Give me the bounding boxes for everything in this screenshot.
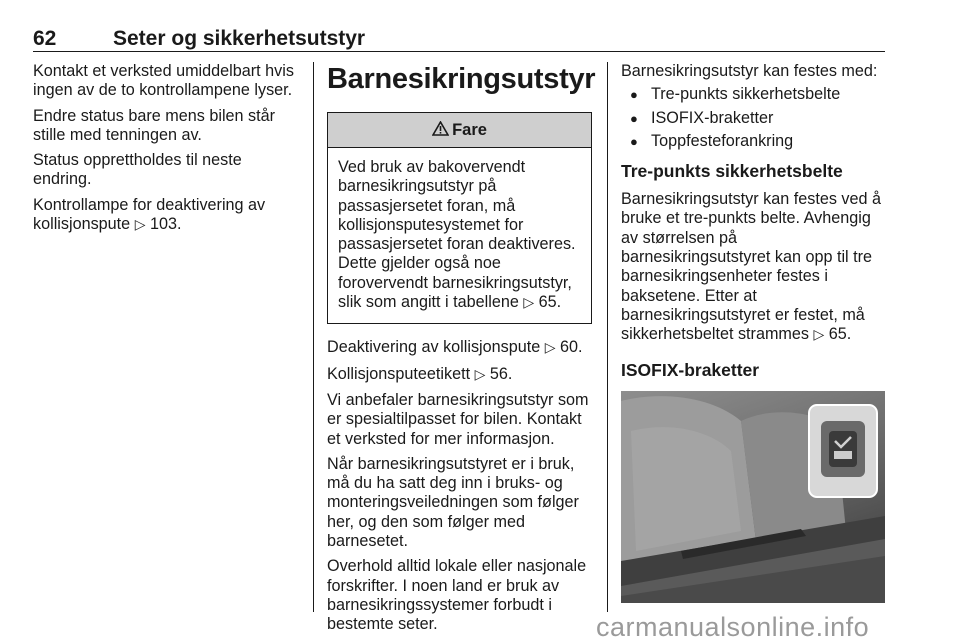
isofix-photo <box>621 391 885 603</box>
chapter-title: Seter og sikkerhetsutstyr <box>113 27 366 50</box>
warning-header <box>328 113 591 148</box>
paragraph-text: Barnesikringsutstyr kan festes ved å bruke et tre-punkts belte. Avhengig av størrelsen på barnesikringsutstyret kan opp til tre barnesikringsenheter festes i baksetene. Etter at barnesikringsutstyret er festet, må sikkerhetsbeltet strammes <box>621 190 882 344</box>
arrow-reference-icon: ▷ <box>544 340 556 357</box>
paragraph: Barnesikringsutstyr kan festes med: <box>621 62 878 80</box>
paragraph: Status opprettholdes til neste endring. <box>33 151 242 189</box>
subsection-heading: ISOFIX-braketter <box>621 359 760 380</box>
list-item: ● ISOFIX-braketter <box>621 109 887 128</box>
warning-box <box>327 112 592 324</box>
paragraph <box>621 190 887 345</box>
paragraph <box>327 365 592 385</box>
paragraph: Når barnesikringsutstyret er i bruk, må du ha satt deg inn i bruks- og monteringsveiledningen som følger her, og den som følger med barnesetet. <box>327 454 579 551</box>
left-column <box>33 62 298 241</box>
list-item: ● Tre-punkts sikkerhetsbelte <box>621 85 887 104</box>
seat-illustration <box>621 391 885 603</box>
column-divider <box>313 62 314 612</box>
paragraph: Kontakt et verksted umiddelbart hvis ingen av de to kontrollampene lyser. <box>33 62 294 100</box>
right-column <box>621 62 887 603</box>
paragraph: Overhold alltid lokale eller nasjonale forskrifter. I noen land er bruk av barnesikringssystemer forbudt i bestemte seter. <box>327 557 587 634</box>
paragraph-text: Kollisjonsputeetikett <box>327 364 475 383</box>
warning-body <box>328 148 591 323</box>
warning-title: Fare <box>452 121 487 139</box>
watermark: carmanualsonline.info <box>596 612 870 642</box>
warning-text: Ved bruk av bakovervendt barnesikringsutstyr på passasjersetet foran, må kollisjonsputesystemet for passasjersetet foran deaktiveres. Dette gjelder også noe forovervendt barnesikringsutstyr, slik som angitt i tabellene <box>338 158 576 312</box>
paragraph <box>33 196 298 236</box>
paragraph-text: Kontrollampe for deaktivering av kollisjonspute <box>33 195 266 234</box>
list-item: ● Toppfesteforankring <box>621 132 887 151</box>
page-reference[interactable]: 56. <box>489 364 513 383</box>
bullet-list <box>621 85 887 151</box>
paragraph: Vi anbefaler barnesikringsutstyr som er spesialtilpasset for bilen. Kontakt et verksted for mer informasjon. <box>327 390 589 448</box>
middle-column <box>327 62 596 641</box>
column-divider <box>607 62 608 612</box>
arrow-reference-icon: ▷ <box>813 327 825 344</box>
section-heading: Barnesikringsutstyr <box>327 63 596 95</box>
subsection-heading: Tre-punkts sikkerhetsbelte <box>621 161 843 182</box>
arrow-reference-icon: ▷ <box>523 295 535 312</box>
page-reference[interactable]: 60. <box>560 338 583 357</box>
warning-triangle-icon <box>432 114 449 148</box>
paragraph-text: Deaktivering av kollisjonspute <box>327 338 545 357</box>
page-reference[interactable]: 65. <box>538 293 562 312</box>
page-reference[interactable]: 103. <box>149 215 182 234</box>
arrow-reference-icon: ▷ <box>134 217 146 234</box>
arrow-reference-icon: ▷ <box>474 366 486 383</box>
page-number: 62 <box>33 27 57 50</box>
paragraph <box>327 338 592 358</box>
page-reference[interactable]: 65. <box>828 325 852 344</box>
paragraph: Endre status bare mens bilen står stille med tenningen av. <box>33 106 276 144</box>
page-header <box>33 27 885 52</box>
